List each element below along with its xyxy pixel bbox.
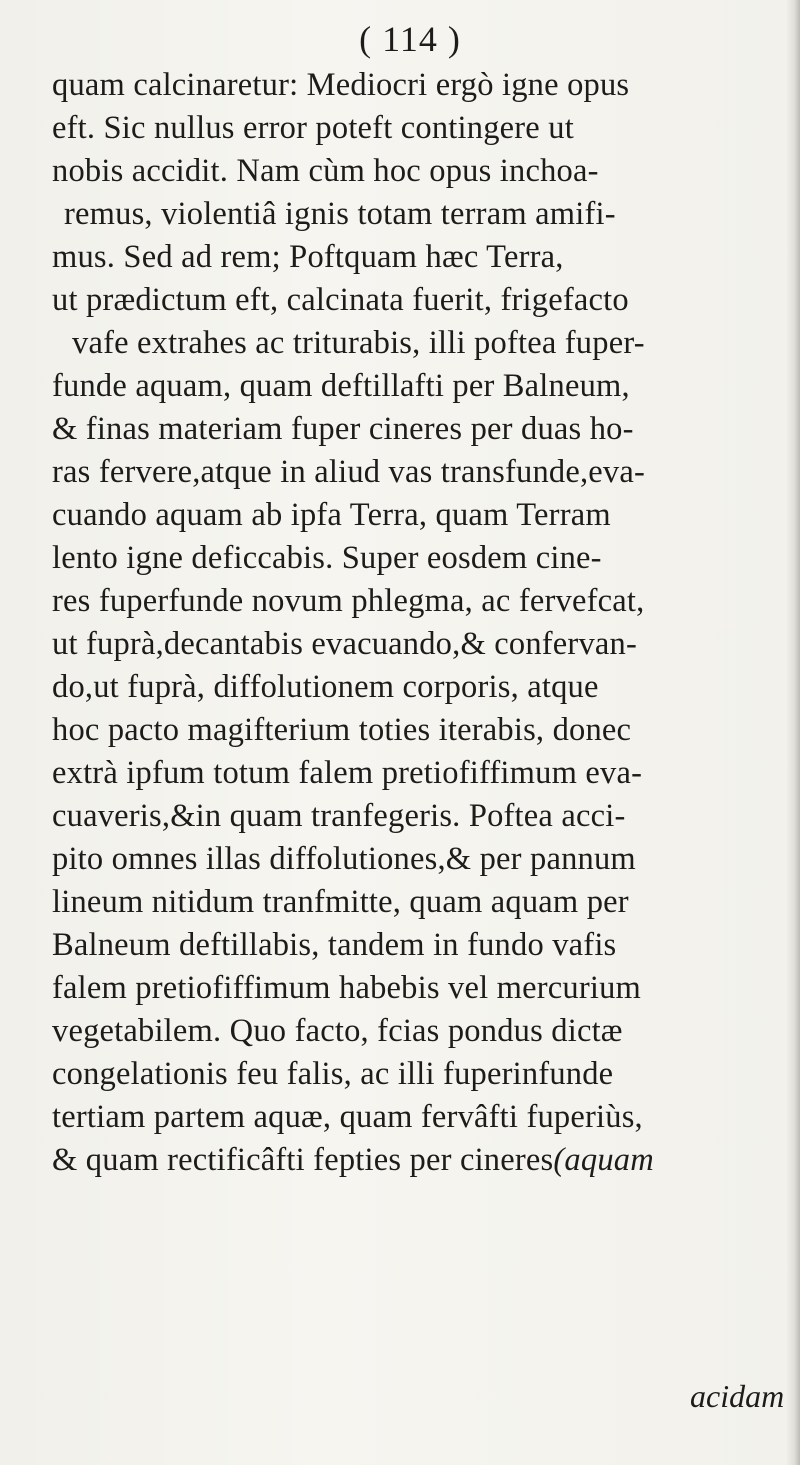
text-line: vegetabilem. Quo facto, fcias pondus dictæ <box>52 1013 623 1049</box>
text-line: ut prædictum eft, calcinata fuerit, frigefacto <box>52 282 629 318</box>
text-line-last <box>52 1139 792 1182</box>
text-line: falem pretiofiffimum habebis vel mercurium <box>52 970 642 1006</box>
text-line: res fuperfunde novum phlegma, ac fervefcat, <box>52 583 645 619</box>
text-line: ras fervere,atque in aliud vas transfunde,eva- <box>52 454 646 490</box>
text-line: funde aquam, quam deftillafti per Balneum, <box>52 368 630 404</box>
text-line: remus, violentiâ ignis totam terram amifi- <box>64 196 616 232</box>
text-line: & finas materiam fuper cineres per duas ho- <box>52 411 634 447</box>
text-line: pito omnes illas diffolutiones,& per pannum <box>52 841 636 877</box>
text-line: cuaveris,&in quam tranfegeris. Poftea acci- <box>52 798 626 834</box>
text-line: do,ut fuprà, diffolutionem corporis, atque <box>52 669 599 705</box>
text-line: extrà ipfum totum falem pretiofiffimum eva- <box>52 755 643 791</box>
text-line: eft. Sic nullus error poteft contingere ut <box>52 110 574 146</box>
text-line: tertiam partem aquæ, quam fervâfti fuperiùs, <box>52 1099 643 1135</box>
text-line: congelationis feu falis, ac illi fuperinfunde <box>52 1056 614 1092</box>
body-text <box>52 64 792 1182</box>
text-line: Balneum deftillabis, tandem in fundo vafis <box>52 927 617 963</box>
text-line: lento igne deficcabis. Super eosdem cine- <box>52 540 602 576</box>
text-line: quam calcinaretur: Mediocri ergò igne opus <box>52 67 630 103</box>
text-line-last-roman: & quam rectificâfti fepties per cineres <box>52 1142 554 1178</box>
text-line: cuando aquam ab ipfa Terra, quam Terram <box>52 497 611 533</box>
text-line: lineum nitidum tranfmitte, quam aquam per <box>52 884 629 920</box>
catchword: acidam <box>690 1378 785 1414</box>
text-line: nobis accidit. Nam cùm hoc opus inchoa- <box>52 153 599 189</box>
text-line-last-italic: (aquam <box>553 1142 654 1178</box>
text-line: vafe extrahes ac triturabis, illi poftea fuper- <box>72 325 645 361</box>
text-line: mus. Sed ad rem; Poftquam hæc Terra, <box>52 239 564 275</box>
text-line: ut fuprà,decantabis evacuando,& confervan- <box>52 626 638 662</box>
page-number: ( 114 ) <box>359 19 461 59</box>
text-line: hoc pacto magifterium toties iterabis, donec <box>52 712 632 748</box>
